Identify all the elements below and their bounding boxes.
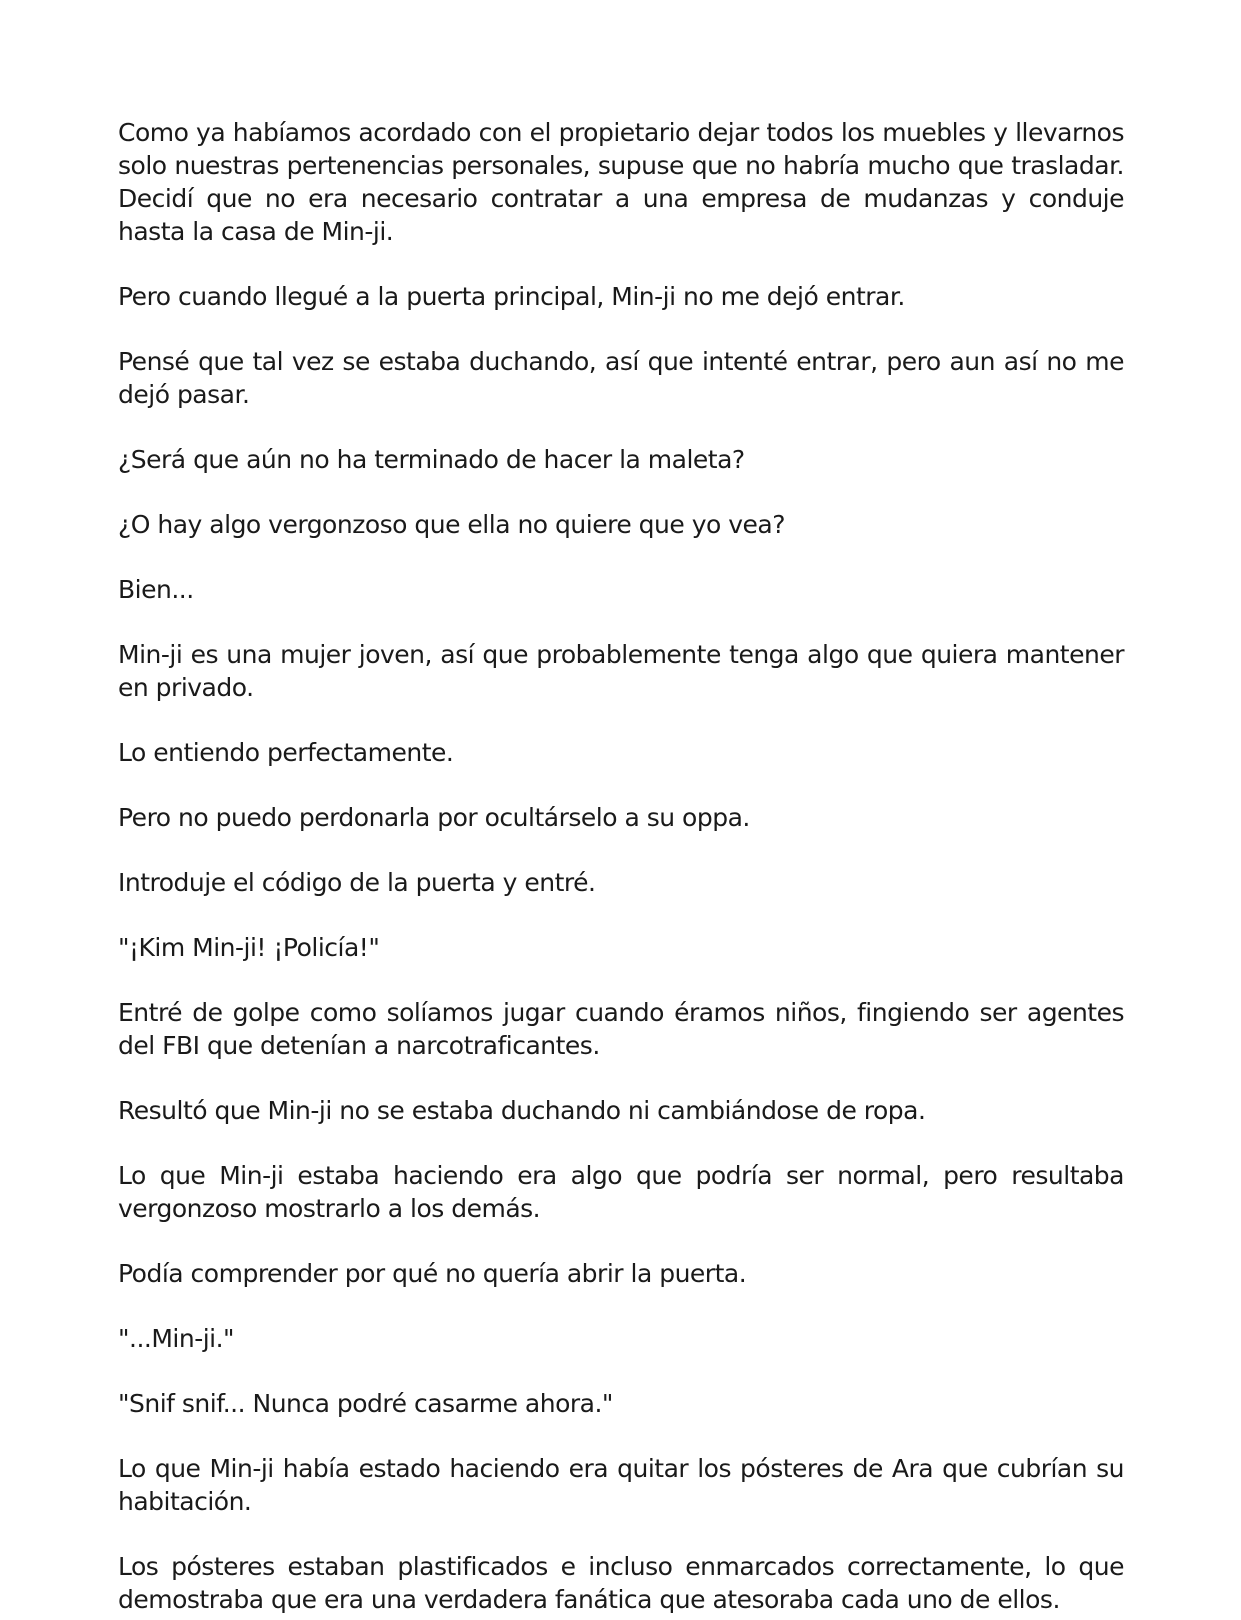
paragraph: Resultó que Min-ji no se estaba duchando ni cambiándose de ropa. (118, 1096, 926, 1125)
paragraph: Pensé que tal vez se estaba duchando, así que intenté entrar, pero aun así no me dejó pasar. (118, 347, 1124, 409)
paragraph: Introduje el código de la puerta y entré. (118, 868, 596, 897)
paragraph: Pero cuando llegué a la puerta principal, Min-ji no me dejó entrar. (118, 282, 905, 311)
dialogue-line: "¡Kim Min-ji! ¡Policía!" (118, 933, 380, 962)
paragraph: Min-ji es una mujer joven, así que probablemente tenga algo que quiera mantener en privado. (118, 640, 1124, 702)
paragraph: Entré de golpe como solíamos jugar cuando éramos niños, fingiendo ser agentes del FBI que detenían a narcotraficantes. (118, 998, 1124, 1060)
paragraph: Lo que Min-ji estaba haciendo era algo que podría ser normal, pero resultaba vergonzoso mostrarlo a los demás. (118, 1161, 1124, 1223)
paragraph: Lo entiendo perfectamente. (118, 738, 454, 767)
paragraph: Bien... (118, 575, 194, 604)
paragraph: Como ya habíamos acordado con el propietario dejar todos los muebles y llevarnos solo nuestras pertenencias personales, supuse que no habría mucho que trasladar. Decidí que no era necesario contratar a una empresa de mudanzas y conduje hasta la casa de Min-ji. (118, 118, 1124, 246)
paragraph: ¿Será que aún no ha terminado de hacer la maleta? (118, 445, 745, 474)
dialogue-line: "...Min-ji." (118, 1324, 235, 1353)
document-body (118, 116, 1124, 1616)
paragraph: Los pósteres estaban plastificados e incluso enmarcados correctamente, lo que demostraba que era una verdadera fanática que atesoraba cada uno de ellos. (118, 1552, 1124, 1614)
paragraph: Podía comprender por qué no quería abrir la puerta. (118, 1259, 747, 1288)
paragraph: Lo que Min-ji había estado haciendo era quitar los pósteres de Ara que cubrían su habitación. (118, 1454, 1124, 1516)
paragraph: ¿O hay algo vergonzoso que ella no quiere que yo vea? (118, 510, 785, 539)
paragraph: Pero no puedo perdonarla por ocultárselo a su oppa. (118, 803, 750, 832)
dialogue-line: "Snif snif... Nunca podré casarme ahora." (118, 1389, 613, 1418)
